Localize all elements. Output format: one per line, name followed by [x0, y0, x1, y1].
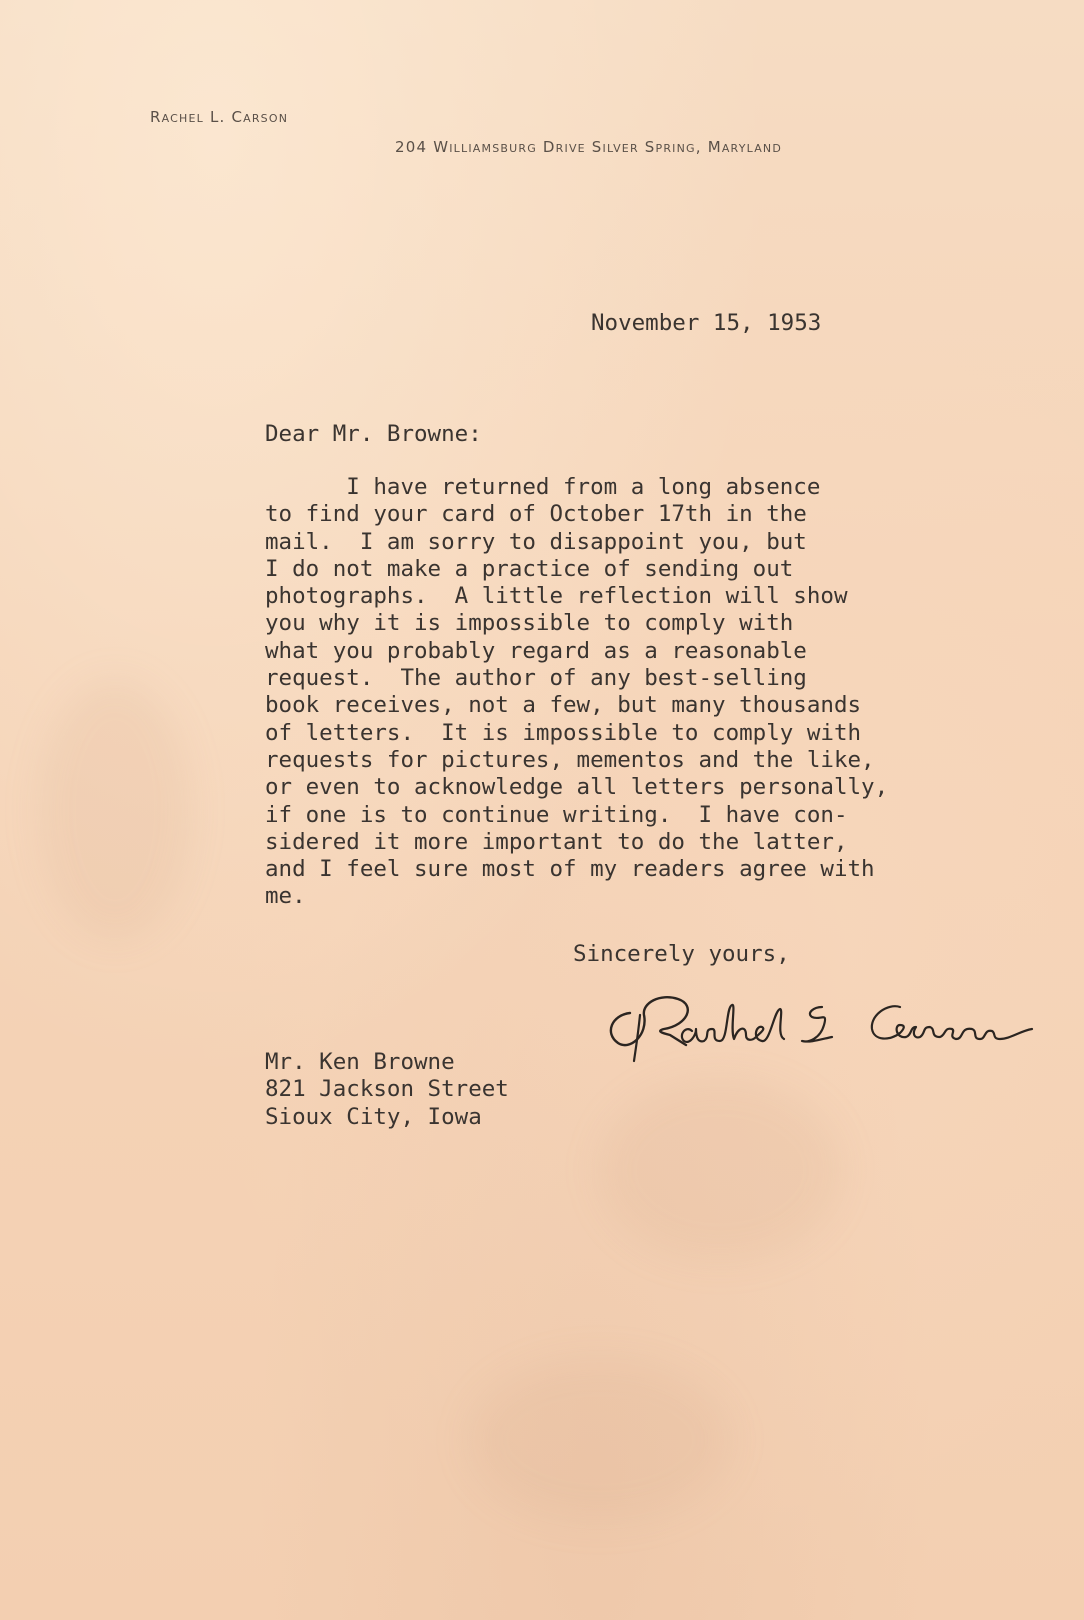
letter-date: November 15, 1953: [591, 310, 822, 336]
recipient-address: Mr. Ken Browne 821 Jackson Street Sioux City, Iowa: [265, 1049, 509, 1130]
handwritten-signature: [600, 985, 1070, 1065]
paper-stain: [470, 1360, 730, 1520]
letter-salutation: Dear Mr. Browne:: [265, 421, 482, 447]
paper-stain: [600, 1080, 840, 1260]
letter-body: I have returned from a long absence to find your card of October 17th in the mail. I am sorry to disappoint you, but I do not make a practice of sending out photographs. A little reflection will show you why it is impossible to comply with what you probably regard as a reasonable request. The author of any best-selling book receives, not a few, but many thousands of letters. It is impossible to comply with requests for pictures, mementos and the like, or even to acknowledge all letters personally, if one is to continue writing. I have con- sidered it more important to do the latter, and I feel sure most of my readers agree with me.: [265, 474, 889, 910]
paper-stain: [40, 680, 190, 940]
letterhead-address: 204 Williamsburg Drive Silver Spring, Maryland: [395, 138, 783, 156]
letterhead-name: Rachel L. Carson: [150, 108, 289, 126]
letter-closing: Sincerely yours,: [573, 941, 790, 967]
